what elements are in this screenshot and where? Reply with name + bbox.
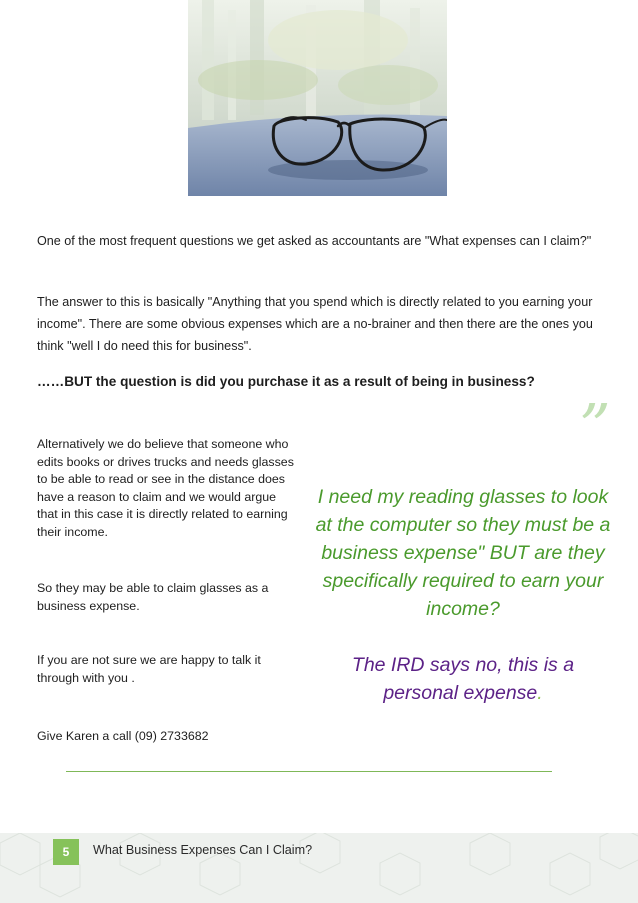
help-paragraph: If you are not sure we are happy to talk it through with you . [37,653,261,685]
pull-quote-period: . [537,682,543,704]
pull-quote [312,483,614,707]
pull-quote-purple [312,651,614,707]
page-number-badge: 5 [53,839,79,865]
contact-line: Give Karen a call (09) 2733682 [37,729,209,743]
quote-mark-icon: ” [579,390,611,463]
footer-document-title: What Business Expenses Can I Claim? [93,843,313,857]
header-photo-reading-glasses [188,0,447,196]
claim-paragraph: So they may be able to claim glasses as a business expense. [37,581,269,613]
emphasis-question: ……BUT the question is did you purchase it as a result of being in business? [37,374,535,389]
divider-line [66,771,552,772]
pull-quote-green: I need my reading glasses to look at the computer so they must be a business expense" BUT are they specifically required to earn your income? [315,486,611,620]
answer-paragraph: The answer to this is basically "Anything that you spend which is directly related to you earning your income". There are some obvious expenses which are a no-brainer and then there are the ones you think "well I do need this for business". [37,295,593,353]
pull-quote-purple-text: The IRD says no, this is a personal expense [351,654,575,704]
glasses-paragraph: Alternatively we do believe that someone who edits books or drives trucks and needs glasses to be able to read or see in the distance does have a reason to claim and we would argue that in this case it is directly related to earning their income. [37,437,294,539]
intro-paragraph: One of the most frequent questions we get asked as accountants are "What expenses can I claim?" [37,234,592,248]
